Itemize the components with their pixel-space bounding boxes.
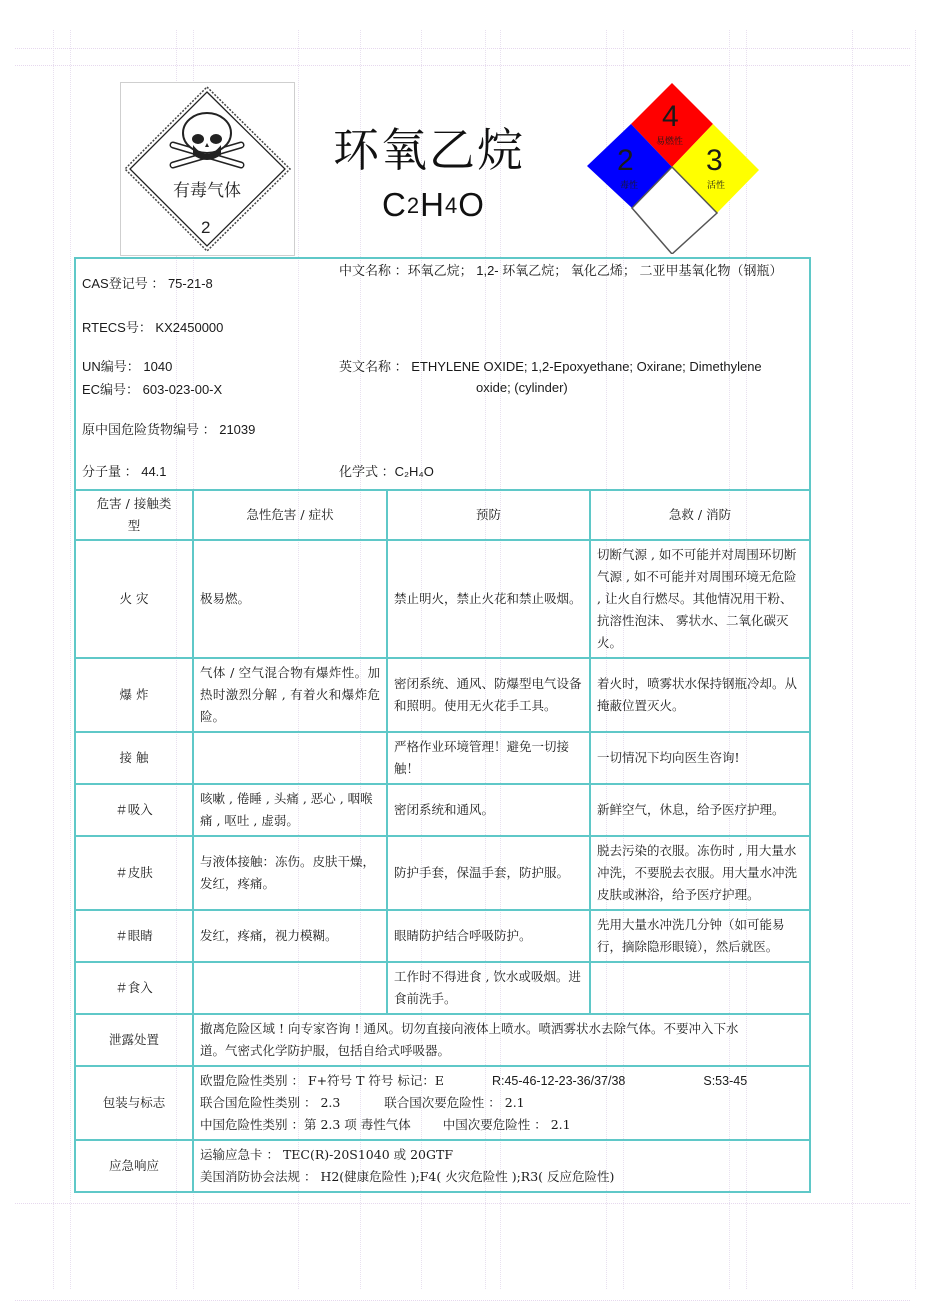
cn-subsidiary: 中国次要危险性 ： 2.1	[442, 1117, 571, 1132]
row-prevention: 严格作业环境管理！避免一切接触！	[388, 733, 591, 785]
molecular-weight: 分子量 ： 44.1	[82, 464, 167, 479]
row-symptoms: 咳嗽 , 倦睡 , 头痛 , 恶心 , 咽喉痛 , 呕吐 , 虚弱。	[194, 785, 388, 837]
row-first-aid: 先用大量水冲洗几分钟（如可能易行，摘除隐形眼镜），然后就医。	[591, 911, 809, 963]
formula-h-count: 4	[444, 193, 459, 218]
formula-h: H	[420, 186, 445, 223]
eu-line	[200, 1070, 803, 1092]
s-phrases: S:53-45	[703, 1074, 748, 1088]
row-symptoms: 气体 / 空气混合物有爆炸性。加热时激烈分解 , 有着火和爆炸危险。	[194, 659, 388, 733]
packaging-details	[194, 1067, 809, 1141]
row-first-aid: 脱去污染的衣服。冻伤时 , 用大量水冲洗，不要脱去衣服。用大量水冲洗皮肤或淋浴，给予医疗护理。	[591, 837, 809, 911]
nfpa-health-label: 毒性	[620, 181, 639, 191]
un-number: UN编号： 1040	[82, 359, 173, 374]
row-type: ＃眼睛	[76, 911, 194, 963]
rtecs-number: RTECS号： KX2450000	[82, 320, 224, 335]
page-title: 环氧乙烷	[333, 123, 525, 177]
formula-o: O	[458, 186, 485, 223]
row-symptoms: 极易燃。	[194, 541, 388, 659]
row-prevention: 工作时不得进食 , 饮水或吸烟。进食前洗手。	[388, 963, 591, 1015]
row-prevention: 眼睛防护结合呼吸防护。	[388, 911, 591, 963]
nfpa-reactivity-value: 3	[706, 144, 723, 177]
nfpa-reactivity-label: 活性	[707, 181, 726, 191]
row-type: 爆 炸	[76, 659, 194, 733]
english-name-line-2: oxide; (cylinder)	[476, 380, 568, 395]
row-prevention: 密闭系统和通风。	[388, 785, 591, 837]
nfpa-health-value: 2	[617, 144, 634, 177]
transport-card: 运输应急卡 ： TEC(R)-20S1040 或 20GTF	[200, 1147, 453, 1162]
row-symptoms	[194, 733, 388, 785]
toxic-gas-hazard-label	[120, 82, 295, 256]
un-line	[200, 1092, 803, 1114]
row-symptoms: 与液体接触：冻伤。皮肤干燥，发红，疼痛。	[194, 837, 388, 911]
nfpa-diamond-icon	[582, 78, 762, 258]
un-class: 联合国危险性类别 ： 2.3	[200, 1095, 341, 1110]
hazard-label-text: 有毒气体	[173, 181, 241, 201]
row-type: ＃食入	[76, 963, 194, 1015]
spill-row	[76, 1015, 809, 1067]
table-row	[76, 911, 809, 963]
nfpa-flammability-label: 易燃性	[656, 137, 684, 147]
emergency-row	[76, 1141, 809, 1191]
row-symptoms	[194, 963, 388, 1015]
eu-class: 欧盟危险性类别 ： F+符号 T 符号 标记：E	[200, 1073, 444, 1088]
header-first-aid: 急救 / 消防	[591, 491, 809, 541]
formula-c: C	[382, 186, 407, 223]
identification-block	[76, 259, 809, 491]
cn-class: 中国危险性类别 ：第 2.3 项 毒性气体	[200, 1117, 411, 1132]
row-type: ＃吸入	[76, 785, 194, 837]
spill-text: 撤离危险区域 ! 向专家咨询 ! 通风。切勿直接向液体上喷水。喷洒雾状水去除气体。不要冲入下水道。气密式化学防护服，包括自给式呼吸器。	[194, 1015, 809, 1067]
packaging-row	[76, 1067, 809, 1141]
chemical-formula-title	[382, 186, 485, 224]
table-row	[76, 785, 809, 837]
row-symptoms: 发红，疼痛，视力模糊。	[194, 911, 388, 963]
chinese-name: 中文名称 ：环氧乙烷； 1,2- 环氧乙烷； 氧化乙烯； 二亚甲基氧化物（钢瓶）	[339, 263, 783, 278]
row-type: 接 触	[76, 733, 194, 785]
row-first-aid: 着火时，喷雾状水保持钢瓶冷却。从掩蔽位置灭火。	[591, 659, 809, 733]
cn-dangerous-goods-number: 原中国危险货物编号 ： 21039	[82, 422, 256, 437]
header-symptoms: 急性危害 / 症状	[194, 491, 388, 541]
table-row	[76, 837, 809, 911]
nfpa-code: 美国消防协会法规 ： H2(健康危险性 );F4( 火灾危险性 );R3( 反应危险性)	[200, 1169, 615, 1184]
row-first-aid: 新鲜空气，休息，给予医疗护理。	[591, 785, 809, 837]
header-hazard-type: 危害 / 接触类型	[76, 491, 194, 541]
chemical-formula-field: 化学式 ：C₂H₄O	[339, 464, 434, 479]
cn-line	[200, 1114, 803, 1136]
row-prevention: 禁止明火，禁止火花和禁止吸烟。	[388, 541, 591, 659]
hazard-table	[76, 491, 809, 1191]
formula-c-count: 2	[406, 193, 421, 218]
nfpa-flammability-value: 4	[662, 100, 679, 133]
table-row	[76, 659, 809, 733]
hazard-class-number: 2	[201, 218, 211, 237]
table-row	[76, 733, 809, 785]
cas-number: CAS登记号 ： 75-21-8	[82, 276, 213, 291]
emergency-details	[194, 1141, 809, 1191]
r-phrases: R:45-46-12-23-36/37/38	[491, 1074, 626, 1088]
row-first-aid: 一切情况下均向医生咨询!	[591, 733, 809, 785]
spill-label: 泄露处置	[76, 1015, 194, 1067]
table-row	[76, 963, 809, 1015]
emergency-label: 应急响应	[76, 1141, 194, 1191]
un-subsidiary: 联合国次要危险性 ： 2.1	[384, 1095, 525, 1110]
row-type: 火 灾	[76, 541, 194, 659]
english-name-line-1: 英文名称 ： ETHYLENE OXIDE; 1,2-Epoxyethane; Oxirane; Dimethylene	[339, 359, 762, 374]
packaging-label: 包装与标志	[76, 1067, 194, 1141]
row-prevention: 密闭系统、通风、防爆型电气设备和照明。使用无火花手工具。	[388, 659, 591, 733]
row-prevention: 防护手套，保温手套，防护服。	[388, 837, 591, 911]
ec-number: EC编号： 603-023-00-X	[82, 382, 223, 397]
row-first-aid: 切断气源 , 如不可能并对周围环切断气源 , 如不可能并对周围环境无危险 , 让火自行燃尽。其他情况用干粉、 抗溶性泡沫、 雾状水、二氧化碳灭火。	[591, 541, 809, 659]
row-first-aid	[591, 963, 809, 1015]
row-type: ＃皮肤	[76, 837, 194, 911]
header-prevention: 预防	[388, 491, 591, 541]
table-header-row	[76, 491, 809, 541]
chemical-safety-card	[74, 257, 811, 1193]
table-row	[76, 541, 809, 659]
